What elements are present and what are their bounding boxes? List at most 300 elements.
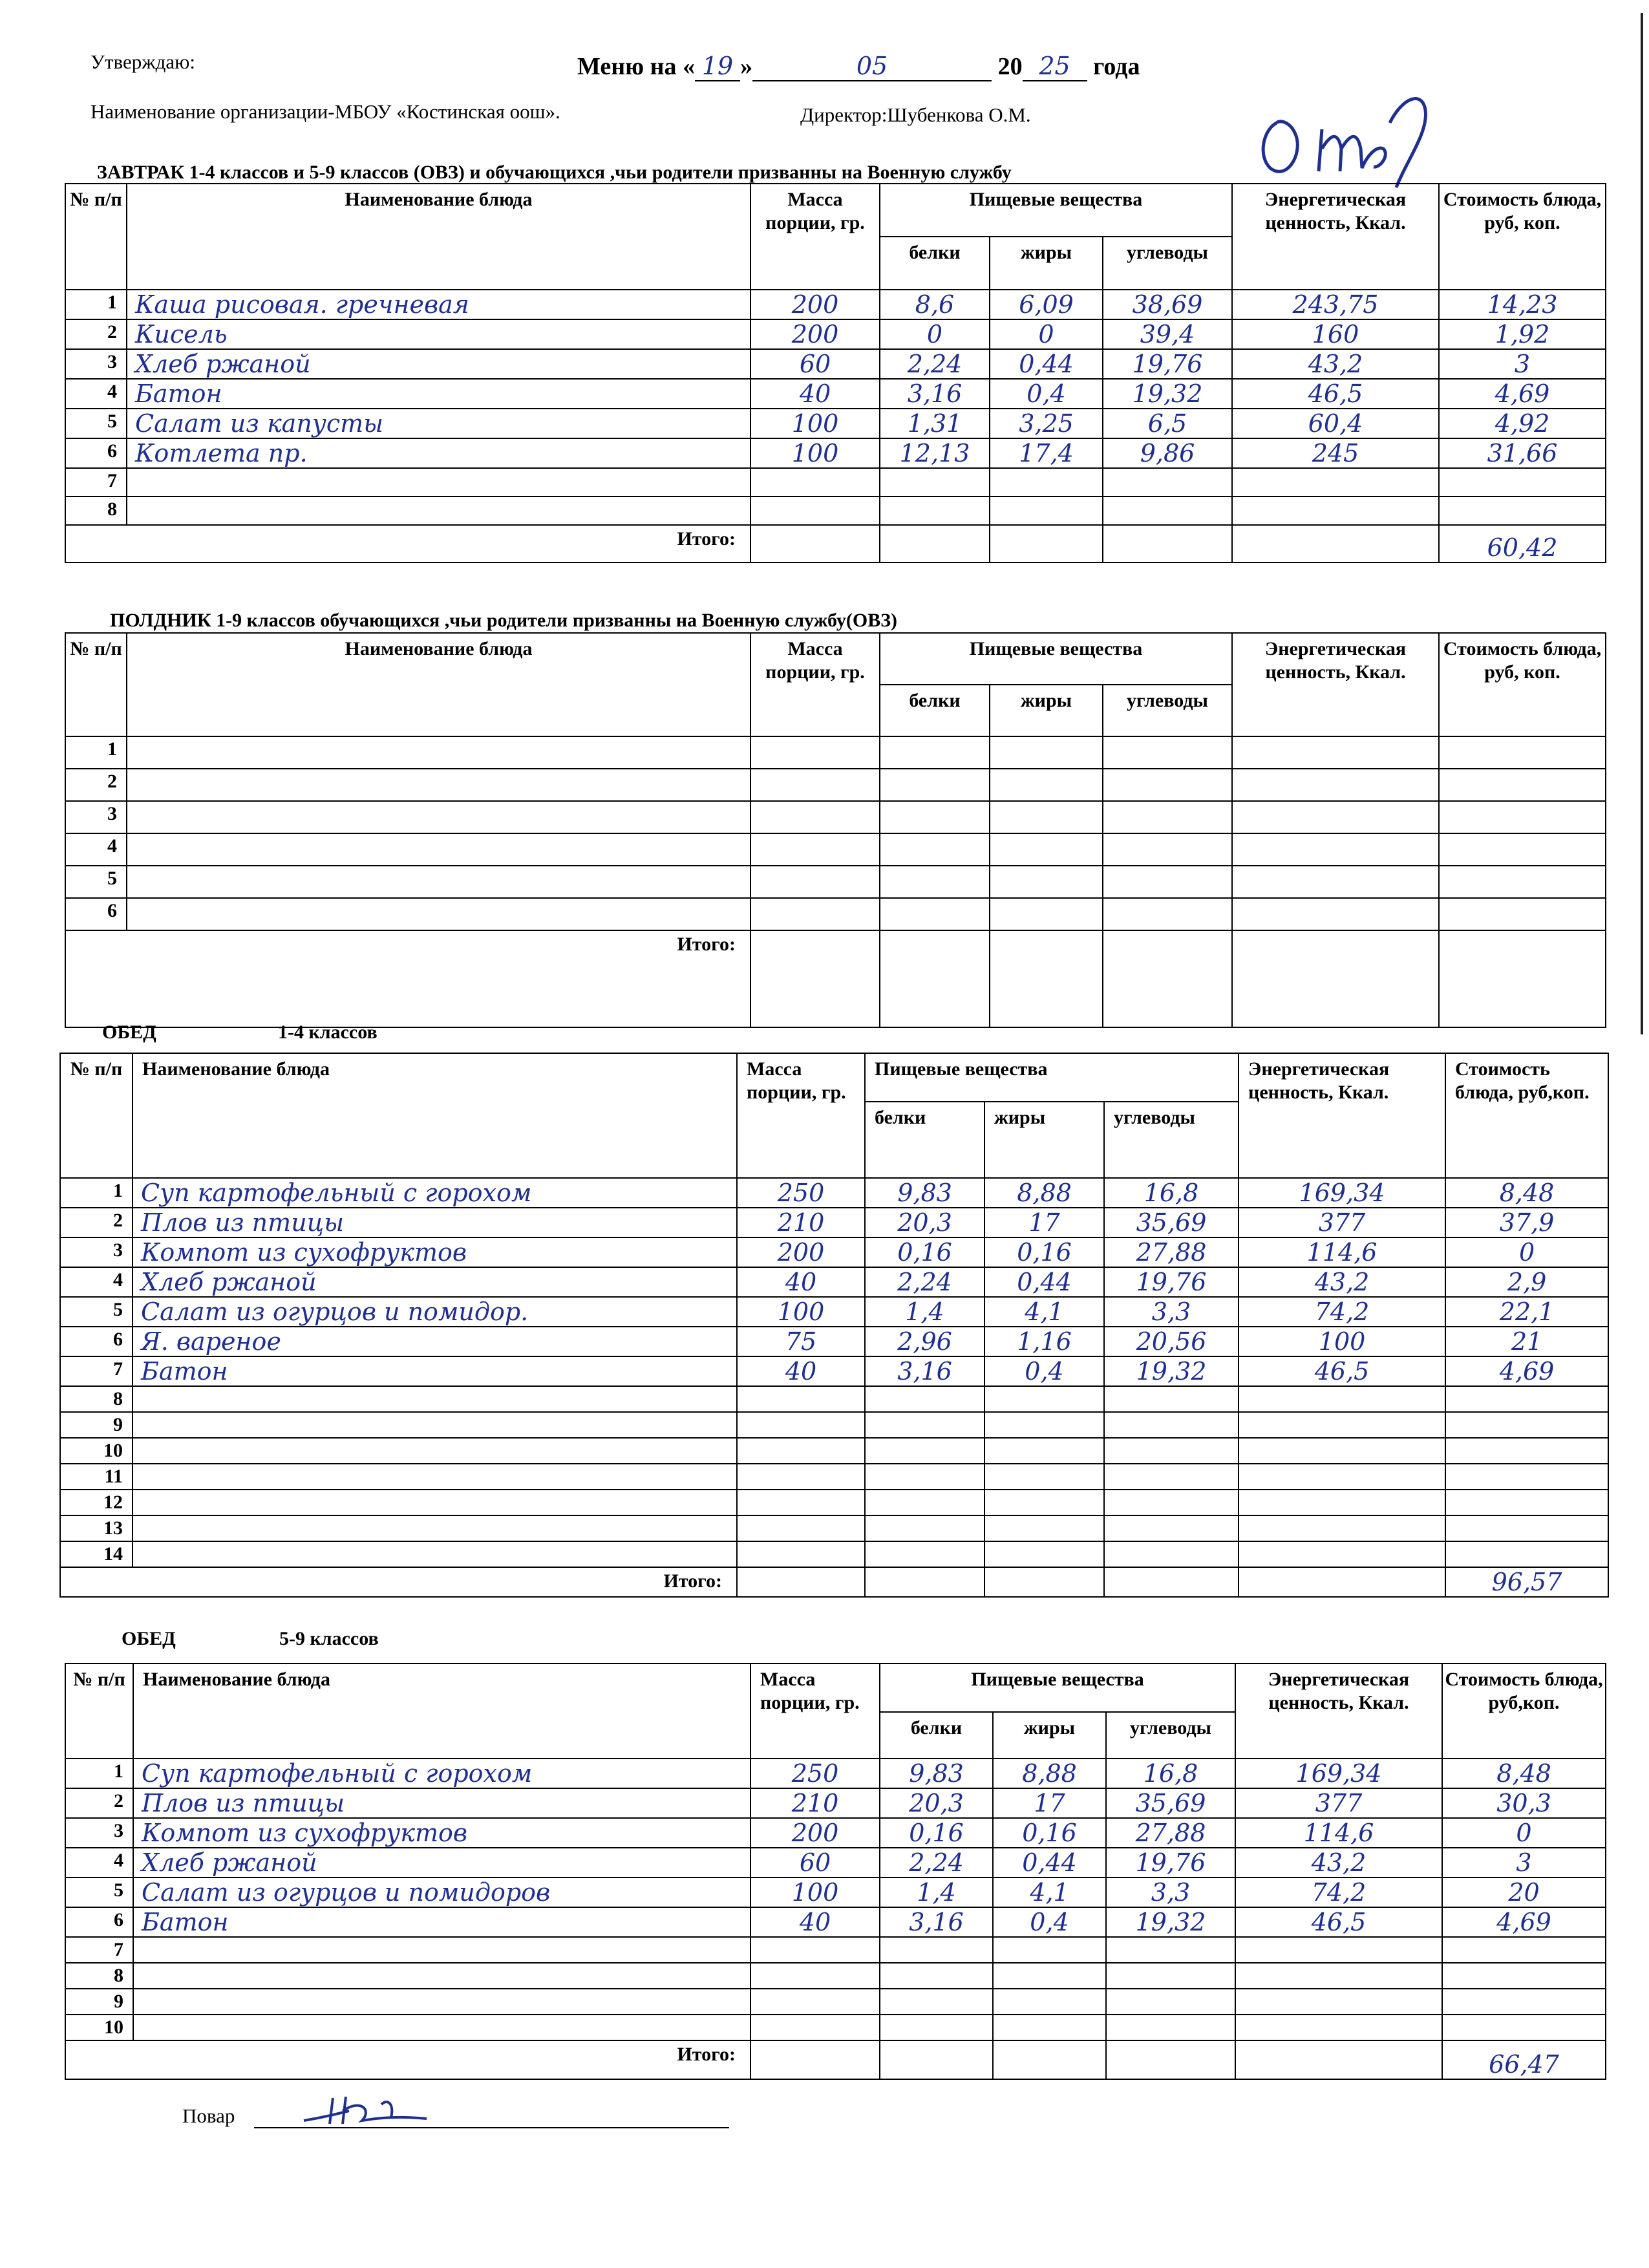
dish-carbs <box>1103 866 1232 898</box>
table-row <box>65 898 1606 930</box>
col-energy: Энергетическая ценность, Ккал. <box>1232 633 1439 736</box>
col-cost: Стоимость блюда, руб, коп. <box>1439 633 1606 736</box>
dish-name <box>133 2015 750 2040</box>
table-row <box>65 468 1606 497</box>
dish-name: Я. вареное <box>133 1327 737 1356</box>
dish-name <box>127 801 750 833</box>
dish-fat: 6,09 <box>990 290 1103 319</box>
dish-carbs <box>1103 833 1232 866</box>
dish-fat: 0,16 <box>984 1237 1104 1267</box>
dish-protein <box>880 833 990 866</box>
col-mass: Масса порции, гр. <box>750 184 880 290</box>
dish-cost <box>1439 898 1606 930</box>
dish-protein <box>880 866 990 898</box>
dish-carbs: 19,32 <box>1106 1907 1235 1937</box>
row-number: 7 <box>60 1356 133 1386</box>
dish-mass <box>750 497 880 525</box>
dish-name: Батон <box>133 1907 750 1937</box>
dish-mass <box>750 898 880 930</box>
dish-cost <box>1445 1438 1608 1464</box>
dish-cost: 1,92 <box>1439 319 1606 349</box>
dish-energy <box>1232 898 1439 930</box>
table-row <box>65 1759 1606 1788</box>
dish-fat <box>984 1515 1104 1541</box>
dish-energy <box>1235 2015 1442 2040</box>
dish-carbs <box>1104 1490 1239 1515</box>
dish-carbs: 19,76 <box>1104 1267 1239 1297</box>
row-number: 1 <box>65 736 127 769</box>
dish-fat: 1,16 <box>984 1327 1104 1356</box>
dish-cost: 2,9 <box>1445 1267 1608 1297</box>
dish-protein <box>880 497 990 525</box>
dish-protein: 1,4 <box>880 1878 993 1907</box>
row-number: 8 <box>60 1386 133 1412</box>
year-prefix: 20 <box>997 53 1023 80</box>
director-signature <box>1251 84 1464 194</box>
dish-carbs <box>1104 1464 1239 1490</box>
lunch59-title-b: 5-9 классов <box>279 1628 379 1649</box>
dish-name <box>133 1490 737 1515</box>
dish-mass: 250 <box>750 1759 880 1788</box>
dish-name <box>133 1412 737 1438</box>
col-nutrients: Пищевые вещества <box>880 633 1232 685</box>
dish-protein <box>880 736 990 769</box>
row-number: 2 <box>65 319 127 349</box>
lunch59-table <box>65 1663 1606 2080</box>
dish-cost: 4,69 <box>1442 1907 1606 1937</box>
row-number: 10 <box>60 1438 133 1464</box>
col-cost: Стоимость блюда, руб, коп. <box>1439 184 1606 290</box>
dish-fat: 0,4 <box>990 379 1103 409</box>
dish-name: Плов из птицы <box>133 1788 750 1818</box>
dish-cost: 8,48 <box>1442 1759 1606 1788</box>
col-protein: белки <box>880 1712 993 1759</box>
dish-carbs <box>1103 468 1232 497</box>
table-row <box>60 1267 1608 1297</box>
menu-label: Меню на <box>577 53 677 80</box>
dish-protein: 20,3 <box>865 1208 984 1237</box>
col-protein: белки <box>880 685 990 736</box>
table-row <box>65 349 1606 379</box>
row-number: 5 <box>65 409 127 438</box>
dish-cost <box>1439 833 1606 866</box>
table-row <box>65 833 1606 866</box>
dish-cost: 4,92 <box>1439 409 1606 438</box>
dish-name <box>127 833 750 866</box>
dish-name: Хлеб ржаной <box>127 349 750 379</box>
menu-year-suffix: 25 <box>1023 52 1087 81</box>
dish-protein: 2,24 <box>880 349 990 379</box>
dish-fat: 8,88 <box>984 1178 1104 1208</box>
dish-carbs: 3,3 <box>1106 1878 1235 1907</box>
dish-carbs <box>1104 1541 1239 1567</box>
table-row <box>65 319 1606 349</box>
table-row <box>60 1178 1608 1208</box>
table-row <box>60 1464 1608 1490</box>
dish-mass: 100 <box>750 1878 880 1907</box>
dish-mass <box>750 1963 880 1989</box>
dish-carbs: 16,8 <box>1104 1178 1239 1208</box>
organization-name: Наименование организации-МБОУ «Костинская оош». <box>90 100 560 123</box>
table-row <box>65 379 1606 409</box>
col-carbs: углеводы <box>1104 1102 1239 1178</box>
row-number: 9 <box>60 1412 133 1438</box>
dish-mass: 200 <box>750 1818 880 1848</box>
dish-energy <box>1232 769 1439 801</box>
dish-mass <box>750 801 880 833</box>
dish-mass <box>737 1386 865 1412</box>
dish-carbs: 9,86 <box>1103 438 1232 468</box>
dish-mass: 250 <box>737 1178 865 1208</box>
dish-protein: 2,24 <box>880 1848 993 1878</box>
dish-mass <box>750 2015 880 2040</box>
dish-fat <box>984 1490 1104 1515</box>
table-row <box>65 290 1606 319</box>
menu-day: 19 <box>695 52 740 81</box>
dish-energy: 377 <box>1235 1788 1442 1818</box>
dish-cost: 14,23 <box>1439 290 1606 319</box>
dish-energy: 46,5 <box>1232 379 1439 409</box>
year-word: года <box>1093 53 1140 80</box>
dish-fat: 17 <box>993 1788 1106 1818</box>
dish-name: Хлеб ржаной <box>133 1848 750 1878</box>
dish-fat <box>984 1464 1104 1490</box>
dish-name <box>127 898 750 930</box>
table-row <box>65 1848 1606 1878</box>
dish-fat <box>993 2015 1106 2040</box>
dish-cost <box>1445 1541 1608 1567</box>
dish-name <box>127 497 750 525</box>
dish-fat <box>993 1989 1106 2015</box>
table-row <box>65 769 1606 801</box>
dish-name: Салат из огурцов и помидоров <box>133 1878 750 1907</box>
dish-fat: 0,44 <box>993 1848 1106 1878</box>
dish-energy: 46,5 <box>1239 1356 1445 1386</box>
dish-cost <box>1442 1963 1606 1989</box>
lunch14-title-b: 1-4 классов <box>278 1022 378 1043</box>
table-row <box>65 1878 1606 1907</box>
dish-fat <box>984 1541 1104 1567</box>
dish-mass <box>737 1438 865 1464</box>
dish-cost: 0 <box>1442 1818 1606 1848</box>
breakfast-total-label: Итого: <box>65 525 750 562</box>
dish-mass <box>750 468 880 497</box>
dish-fat <box>984 1412 1104 1438</box>
dish-carbs <box>1106 1937 1235 1963</box>
dish-cost <box>1439 801 1606 833</box>
col-num: № п/п <box>60 1053 133 1178</box>
dish-carbs: 19,76 <box>1103 349 1232 379</box>
row-number: 1 <box>60 1178 133 1208</box>
dish-protein <box>880 1963 993 1989</box>
dish-protein: 1,31 <box>880 409 990 438</box>
col-name: Наименование блюда <box>133 1664 750 1759</box>
dish-name <box>133 1386 737 1412</box>
table-row <box>65 409 1606 438</box>
row-number: 10 <box>65 2015 133 2040</box>
dish-carbs: 27,88 <box>1106 1818 1235 1848</box>
dish-energy <box>1239 1515 1445 1541</box>
dish-energy <box>1239 1438 1445 1464</box>
dish-name <box>127 736 750 769</box>
dish-cost <box>1445 1490 1608 1515</box>
row-number: 1 <box>65 1759 133 1788</box>
breakfast-table <box>65 183 1606 563</box>
dish-name <box>127 468 750 497</box>
dish-energy: 74,2 <box>1239 1297 1445 1327</box>
dish-fat <box>990 833 1103 866</box>
row-number: 4 <box>60 1267 133 1297</box>
table-row <box>65 1818 1606 1848</box>
dish-fat <box>990 801 1103 833</box>
dish-mass <box>750 736 880 769</box>
dish-cost: 21 <box>1445 1327 1608 1356</box>
dish-cost <box>1442 1989 1606 2015</box>
col-energy: Энергетическая ценность, Ккал. <box>1232 184 1439 290</box>
row-number: 8 <box>65 497 127 525</box>
dish-mass <box>737 1515 865 1541</box>
dish-cost <box>1439 769 1606 801</box>
dish-energy <box>1239 1541 1445 1567</box>
dish-fat <box>990 468 1103 497</box>
dish-protein <box>865 1386 984 1412</box>
row-number: 3 <box>65 349 127 379</box>
dish-energy: 43,2 <box>1235 1848 1442 1878</box>
dish-carbs: 19,32 <box>1104 1356 1239 1386</box>
dish-fat: 8,88 <box>993 1759 1106 1788</box>
dish-mass <box>737 1412 865 1438</box>
dish-energy <box>1232 468 1439 497</box>
dish-energy <box>1239 1464 1445 1490</box>
row-number: 6 <box>65 898 127 930</box>
dish-name: Компот из сухофруктов <box>133 1237 737 1267</box>
row-number: 2 <box>65 769 127 801</box>
dish-protein: 2,96 <box>865 1327 984 1356</box>
col-num: № п/п <box>65 184 127 290</box>
dish-fat <box>990 736 1103 769</box>
dish-carbs <box>1103 801 1232 833</box>
col-carbs: углеводы <box>1103 237 1232 290</box>
snack-table <box>65 632 1606 1028</box>
dish-energy: 114,6 <box>1235 1818 1442 1848</box>
col-fat: жиры <box>993 1712 1106 1759</box>
dish-fat: 4,1 <box>984 1297 1104 1327</box>
table-row <box>65 1937 1606 1963</box>
table-row <box>60 1515 1608 1541</box>
dish-cost: 3 <box>1439 349 1606 379</box>
col-name: Наименование блюда <box>127 184 750 290</box>
dish-cost: 22,1 <box>1445 1297 1608 1327</box>
dish-mass: 100 <box>750 438 880 468</box>
table-row <box>65 1963 1606 1989</box>
dish-protein: 3,16 <box>880 379 990 409</box>
dish-mass: 100 <box>750 409 880 438</box>
dish-energy: 377 <box>1239 1208 1445 1237</box>
dish-name: Плов из птицы <box>133 1208 737 1237</box>
dish-energy <box>1232 801 1439 833</box>
dish-energy: 74,2 <box>1235 1878 1442 1907</box>
table-row <box>65 2015 1606 2040</box>
dish-fat: 17 <box>984 1208 1104 1237</box>
menu-date-line <box>577 52 1140 81</box>
dish-mass: 210 <box>750 1788 880 1818</box>
col-carbs: углеводы <box>1103 685 1232 736</box>
table-row <box>65 1907 1606 1937</box>
table-row <box>65 1788 1606 1818</box>
table-row <box>60 1208 1608 1237</box>
quote-open: « <box>683 53 696 80</box>
dish-energy <box>1239 1412 1445 1438</box>
dish-name: Компот из сухофруктов <box>133 1818 750 1848</box>
quote-close: » <box>740 53 753 80</box>
table-row <box>60 1412 1608 1438</box>
col-cost: Стоимость блюда, руб,коп. <box>1442 1664 1606 1759</box>
dish-mass: 210 <box>737 1208 865 1237</box>
dish-cost: 4,69 <box>1445 1356 1608 1386</box>
dish-name <box>133 1515 737 1541</box>
row-number: 8 <box>65 1963 133 1989</box>
dish-energy <box>1232 866 1439 898</box>
col-fat: жиры <box>990 237 1103 290</box>
row-number: 2 <box>60 1208 133 1237</box>
page-edge-line <box>1641 13 1643 1034</box>
row-number: 2 <box>65 1788 133 1818</box>
breakfast-title: ЗАВТРАК 1-4 классов и 5-9 классов (ОВЗ) и обучающихся ,чьи родители призванны на Военную службу <box>97 162 1012 183</box>
dish-cost: 3 <box>1442 1848 1606 1878</box>
col-num: № п/п <box>65 1664 133 1759</box>
table-row <box>65 866 1606 898</box>
dish-cost: 31,66 <box>1439 438 1606 468</box>
dish-energy <box>1232 833 1439 866</box>
dish-protein: 3,16 <box>880 1907 993 1937</box>
dish-cost <box>1442 1937 1606 1963</box>
table-row <box>60 1541 1608 1567</box>
row-number: 6 <box>65 1907 133 1937</box>
col-energy: Энергетическая ценность, Ккал. <box>1235 1664 1442 1759</box>
dish-name: Котлета пр. <box>127 438 750 468</box>
col-protein: белки <box>865 1102 984 1178</box>
dish-energy: 160 <box>1232 319 1439 349</box>
dish-energy: 169,34 <box>1235 1759 1442 1788</box>
col-name: Наименование блюда <box>127 633 750 736</box>
table-row <box>65 497 1606 525</box>
dish-mass: 100 <box>737 1297 865 1327</box>
dish-name <box>133 1464 737 1490</box>
dish-fat: 3,25 <box>990 409 1103 438</box>
dish-energy: 43,2 <box>1232 349 1439 379</box>
dish-energy <box>1232 497 1439 525</box>
table-row <box>60 1327 1608 1356</box>
dish-fat: 4,1 <box>993 1878 1106 1907</box>
row-number: 4 <box>65 379 127 409</box>
dish-fat <box>993 1937 1106 1963</box>
dish-cost <box>1442 2015 1606 2040</box>
row-number: 6 <box>60 1327 133 1356</box>
dish-carbs: 16,8 <box>1106 1759 1235 1788</box>
dish-cost: 0 <box>1445 1237 1608 1267</box>
table-row <box>60 1438 1608 1464</box>
dish-energy <box>1239 1490 1445 1515</box>
menu-month: 05 <box>752 52 992 81</box>
dish-mass: 40 <box>737 1267 865 1297</box>
dish-name: Салат из капусты <box>127 409 750 438</box>
row-number: 5 <box>65 1878 133 1907</box>
table-row <box>65 801 1606 833</box>
col-mass: Масса порции, гр. <box>750 633 880 736</box>
cook-label: Повар <box>182 2104 235 2127</box>
row-number: 7 <box>65 1937 133 1963</box>
dish-protein <box>880 801 990 833</box>
col-mass: Масса порции, гр. <box>737 1053 865 1178</box>
dish-protein: 0,16 <box>865 1237 984 1267</box>
dish-fat <box>990 769 1103 801</box>
col-cost: Стоимость блюда, руб,коп. <box>1445 1053 1608 1178</box>
dish-mass: 40 <box>750 1907 880 1937</box>
row-number: 5 <box>65 866 127 898</box>
dish-cost <box>1445 1412 1608 1438</box>
dish-carbs: 35,69 <box>1104 1208 1239 1237</box>
dish-name <box>133 1541 737 1567</box>
dish-carbs: 19,32 <box>1103 379 1232 409</box>
dish-protein: 20,3 <box>880 1788 993 1818</box>
dish-carbs: 20,56 <box>1104 1327 1239 1356</box>
dish-cost <box>1445 1386 1608 1412</box>
dish-carbs <box>1103 898 1232 930</box>
row-number: 3 <box>60 1237 133 1267</box>
lunch59-total: 66,47 <box>1442 2040 1606 2079</box>
dish-name: Кисель <box>127 319 750 349</box>
dish-carbs: 3,3 <box>1104 1297 1239 1327</box>
dish-carbs <box>1103 497 1232 525</box>
dish-protein <box>865 1438 984 1464</box>
dish-cost <box>1439 736 1606 769</box>
dish-fat <box>990 898 1103 930</box>
dish-name <box>133 1989 750 2015</box>
row-number: 9 <box>65 1989 133 2015</box>
col-name: Наименование блюда <box>133 1053 737 1178</box>
dish-mass: 200 <box>750 319 880 349</box>
dish-fat <box>984 1438 1104 1464</box>
dish-name: Суп картофельный с горохом <box>133 1759 750 1788</box>
dish-mass: 40 <box>750 379 880 409</box>
dish-protein <box>880 2015 993 2040</box>
col-fat: жиры <box>984 1102 1104 1178</box>
row-number: 4 <box>65 1848 133 1878</box>
dish-fat: 0,4 <box>993 1907 1106 1937</box>
dish-carbs <box>1106 1963 1235 1989</box>
dish-fat <box>993 1963 1106 1989</box>
dish-energy: 43,2 <box>1239 1267 1445 1297</box>
dish-protein <box>865 1464 984 1490</box>
dish-fat: 0 <box>990 319 1103 349</box>
table-row <box>60 1297 1608 1327</box>
table-row <box>60 1237 1608 1267</box>
breakfast-total: 60,42 <box>1439 525 1606 562</box>
dish-name: Хлеб ржаной <box>133 1267 737 1297</box>
dish-fat: 0,44 <box>984 1267 1104 1297</box>
dish-protein <box>865 1541 984 1567</box>
dish-cost <box>1439 497 1606 525</box>
dish-energy <box>1239 1386 1445 1412</box>
dish-protein: 9,83 <box>865 1178 984 1208</box>
dish-energy: 169,34 <box>1239 1178 1445 1208</box>
col-num: № п/п <box>65 633 127 736</box>
dish-mass: 60 <box>750 1848 880 1878</box>
dish-protein <box>880 898 990 930</box>
dish-carbs <box>1104 1438 1239 1464</box>
table-row <box>65 1989 1606 2015</box>
dish-fat <box>984 1386 1104 1412</box>
